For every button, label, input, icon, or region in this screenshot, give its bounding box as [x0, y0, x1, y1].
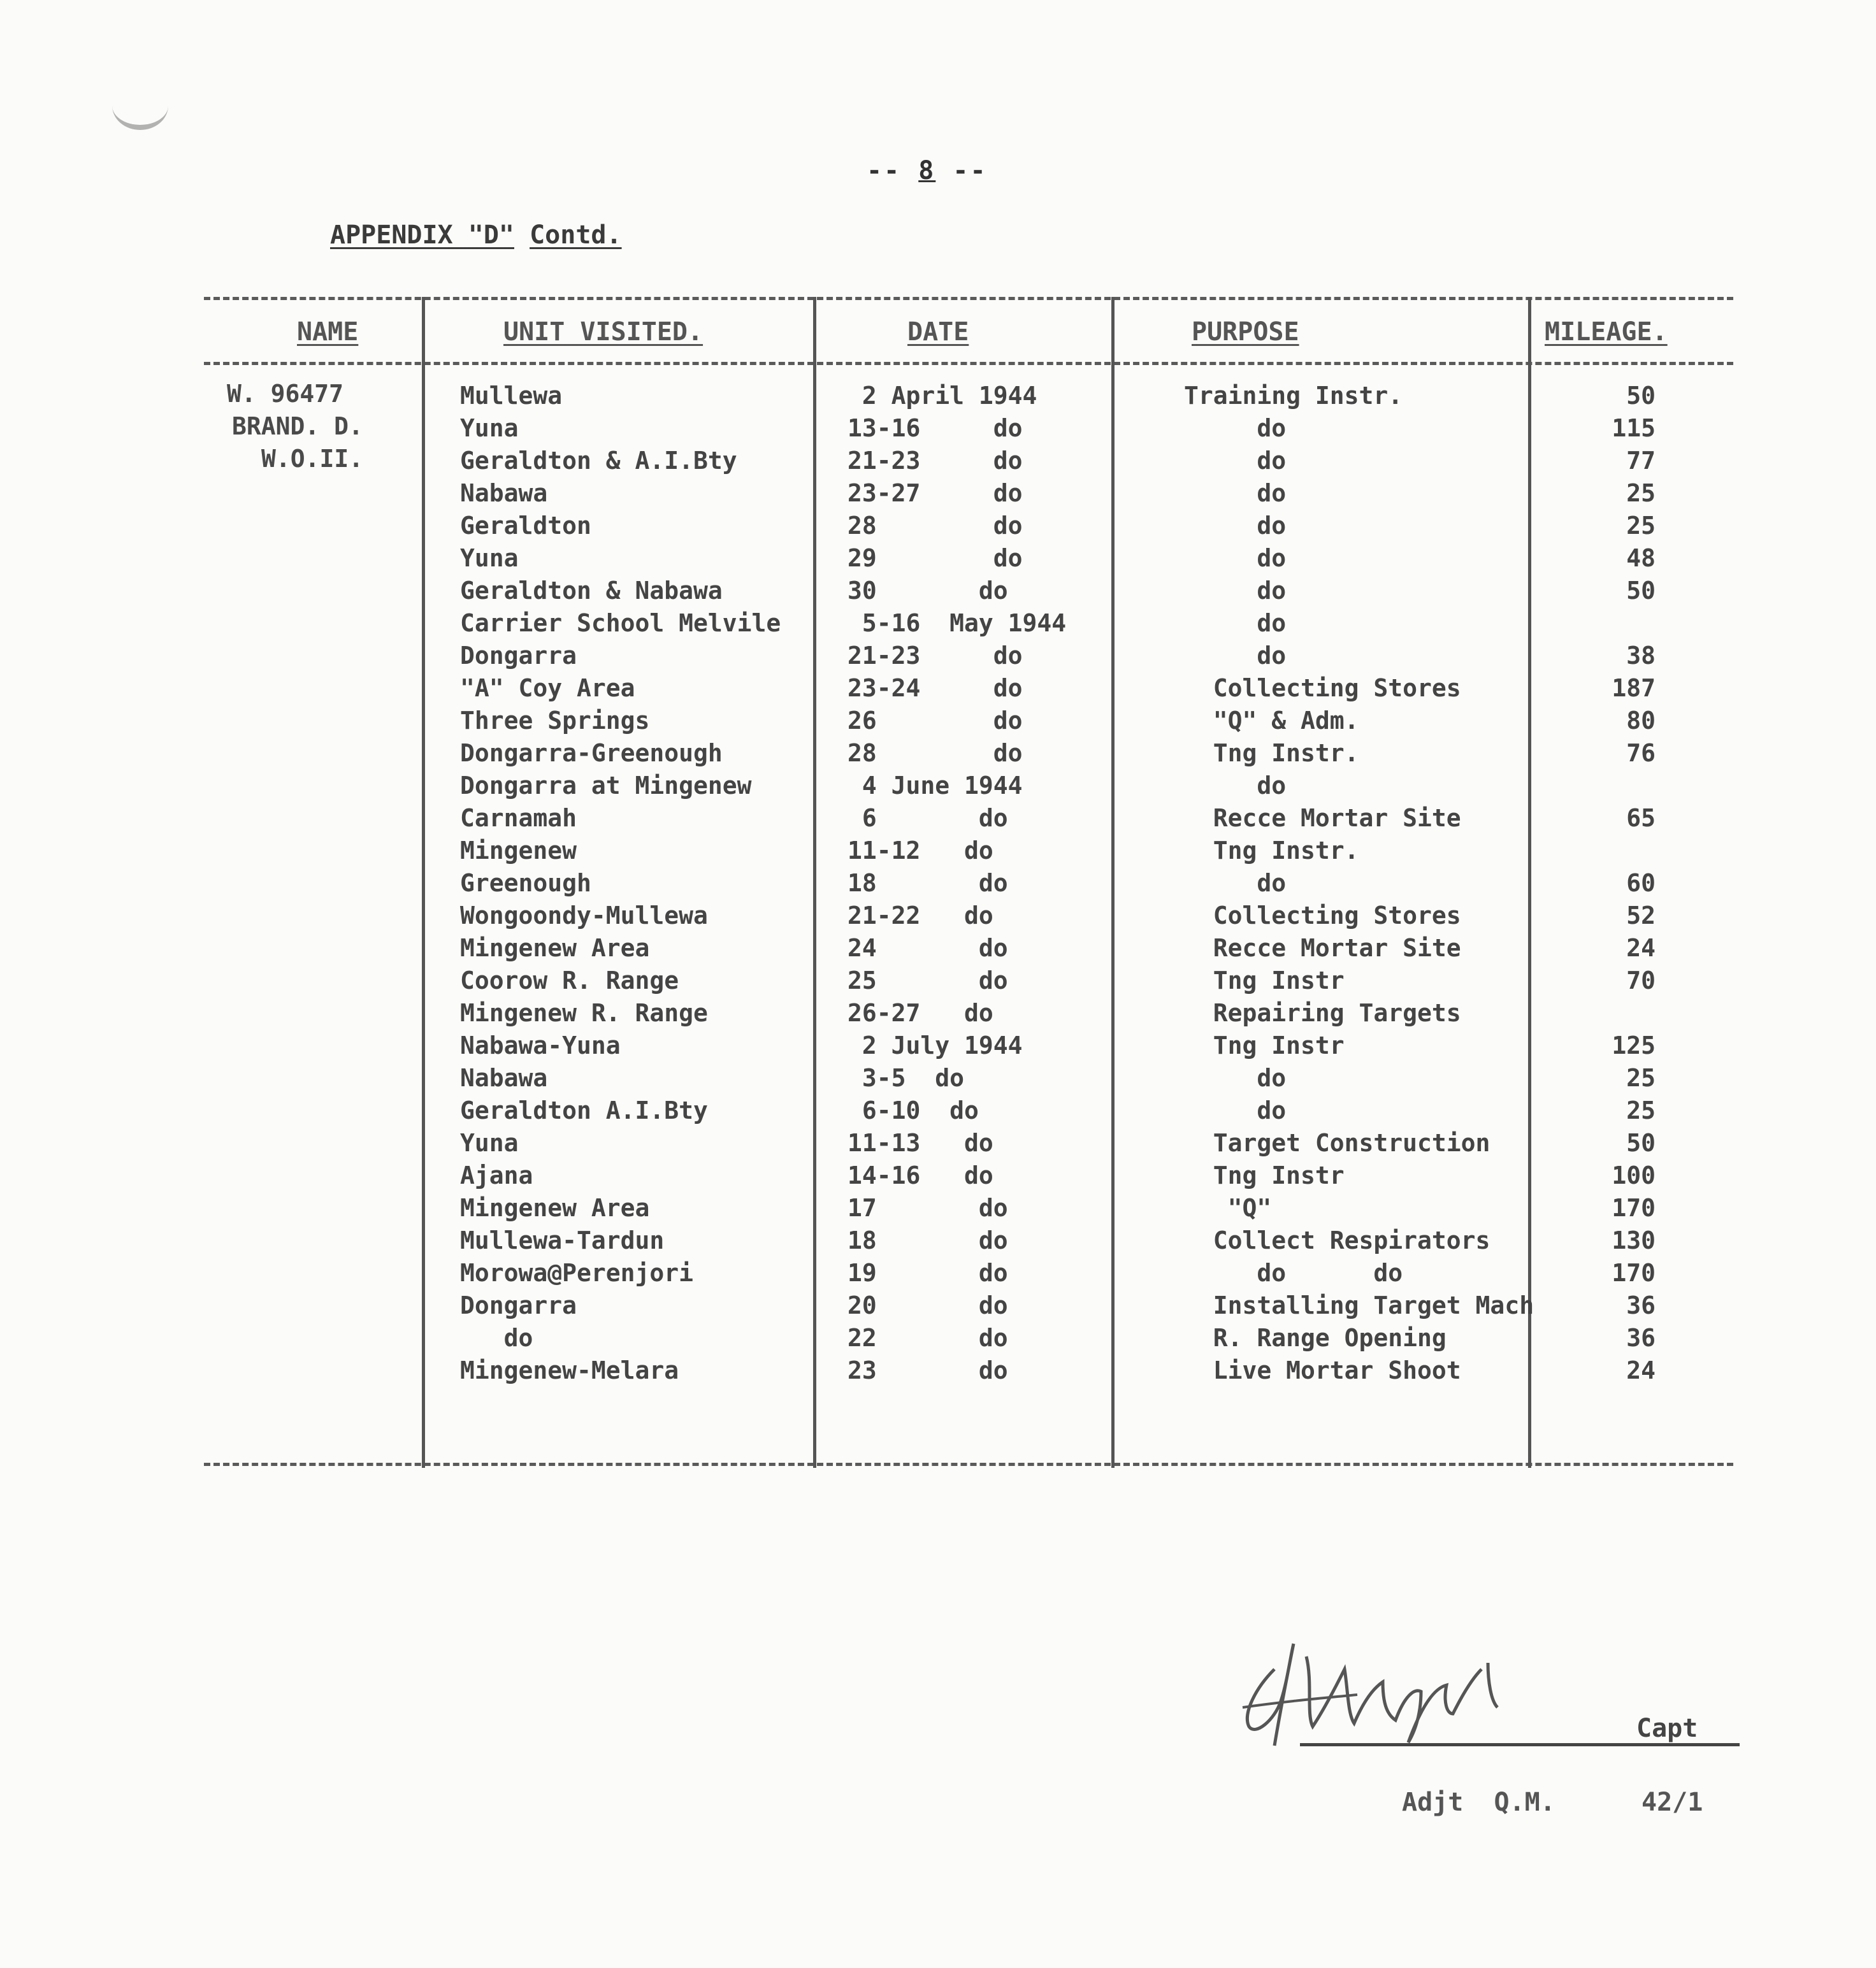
table-row — [0, 900, 1876, 932]
mileage-cell: 25 — [1626, 1096, 1656, 1124]
handwritten-signature — [1230, 1631, 1587, 1752]
table-row — [0, 737, 1876, 770]
mileage-cell: 125 — [1612, 1031, 1656, 1059]
purpose-cell: Tng Instr — [1184, 1161, 1345, 1189]
date-cell: 23 do — [848, 1356, 1008, 1384]
mileage-cell: 50 — [1626, 577, 1656, 605]
purpose-cell: do — [1184, 479, 1287, 507]
table-row — [0, 770, 1876, 802]
table-row — [0, 1257, 1876, 1289]
date-cell: 3-5 do — [848, 1064, 965, 1092]
appendix-heading — [330, 220, 622, 250]
date-cell: 18 do — [848, 869, 1008, 897]
table-row — [0, 510, 1876, 542]
table-row — [0, 1322, 1876, 1354]
date-cell: 26 do — [848, 707, 1023, 735]
unit-visited-cell: Carrier School Melvile — [460, 609, 781, 637]
mileage-cell: 48 — [1626, 544, 1656, 572]
table-top-rule — [204, 297, 1733, 300]
date-cell: 25 do — [848, 966, 1008, 995]
unit-visited-cell: Wongoondy-Mullewa — [460, 901, 708, 930]
date-cell: 6-10 do — [848, 1096, 979, 1124]
mileage-cell: 24 — [1626, 1356, 1656, 1384]
unit-visited-cell: Yuna — [460, 544, 519, 572]
table-row — [0, 1095, 1876, 1127]
date-cell: 6 do — [848, 804, 1008, 832]
date-cell: 21-23 do — [848, 642, 1023, 670]
table-row — [0, 1289, 1876, 1322]
table-row — [0, 380, 1876, 412]
date-cell: 21-23 do — [848, 447, 1023, 475]
column-header-date: DATE — [907, 317, 969, 347]
mileage-cell: 25 — [1626, 1064, 1656, 1092]
purpose-cell: Live Mortar Shoot — [1184, 1356, 1461, 1384]
date-cell: 14-16 do — [848, 1161, 993, 1189]
purpose-cell: Tng Instr. — [1184, 837, 1359, 865]
purpose-cell: do — [1184, 447, 1287, 475]
unit-visited-cell: Yuna — [460, 414, 519, 442]
unit-visited-cell: Morowa@Perenjori — [460, 1259, 694, 1287]
unit-visited-cell: Dongarra — [460, 642, 577, 670]
unit-visited-cell: Mingenew Area — [460, 1194, 650, 1222]
person-name: BRAND. D. — [232, 412, 363, 440]
purpose-cell: do — [1184, 1096, 1287, 1124]
purpose-cell: do — [1184, 642, 1287, 670]
purpose-cell: do — [1184, 1064, 1287, 1092]
appendix-contd: Contd. — [530, 220, 622, 250]
purpose-cell: R. Range Opening — [1184, 1324, 1447, 1352]
table-row — [0, 640, 1876, 672]
table-row — [0, 1127, 1876, 1160]
mileage-cell: 38 — [1626, 642, 1656, 670]
signature-reference: 42/1 — [1642, 1788, 1703, 1817]
unit-visited-cell: Coorow R. Range — [460, 966, 679, 995]
table-bottom-rule — [204, 1463, 1733, 1466]
signature-rank: Capt — [1636, 1714, 1698, 1743]
unit-visited-cell: Dongarra at Mingenew — [460, 772, 752, 800]
table-row — [0, 1160, 1876, 1192]
table-row — [0, 1225, 1876, 1257]
column-header-unit: UNIT VISITED. — [503, 317, 704, 347]
date-cell: 18 do — [848, 1226, 1008, 1254]
unit-visited-cell: Mingenew Area — [460, 934, 650, 962]
mileage-cell: 115 — [1612, 414, 1656, 442]
purpose-cell: do — [1184, 544, 1287, 572]
unit-visited-cell: Geraldton — [460, 512, 591, 540]
purpose-cell: Tng Instr — [1184, 966, 1345, 995]
date-cell: 29 do — [848, 544, 1023, 572]
signature-appointment: Adjt Q.M. — [1402, 1788, 1555, 1817]
unit-visited-cell: Geraldton & A.I.Bty — [460, 447, 737, 475]
mileage-cell: 24 — [1626, 934, 1656, 962]
mileage-cell: 70 — [1626, 966, 1656, 995]
mileage-cell: 100 — [1612, 1161, 1656, 1189]
date-cell: 23-24 do — [848, 674, 1023, 702]
mileage-cell: 77 — [1626, 447, 1656, 475]
unit-visited-cell: Nabawa — [460, 1064, 548, 1092]
column-header-purpose: PURPOSE — [1192, 317, 1299, 347]
unit-visited-cell: Mingenew — [460, 837, 577, 865]
unit-visited-cell: do — [460, 1324, 533, 1352]
date-cell: 19 do — [848, 1259, 1008, 1287]
purpose-cell: Collect Respirators — [1184, 1226, 1490, 1254]
date-cell: 22 do — [848, 1324, 1008, 1352]
unit-visited-cell: Carnamah — [460, 804, 577, 832]
unit-visited-cell: Dongarra-Greenough — [460, 739, 723, 767]
unit-visited-cell: Ajana — [460, 1161, 533, 1189]
table-row — [0, 412, 1876, 445]
table-row — [0, 705, 1876, 737]
table-row — [0, 835, 1876, 867]
date-cell: 28 do — [848, 512, 1023, 540]
unit-visited-cell: Greenough — [460, 869, 591, 897]
purpose-cell: Training Instr. — [1184, 382, 1403, 410]
date-cell: 30 do — [848, 577, 1008, 605]
page-number: -- 8 -- — [867, 156, 988, 185]
mileage-cell: 36 — [1626, 1324, 1656, 1352]
table-row — [0, 575, 1876, 607]
column-header-mileage: MILEAGE. — [1545, 317, 1668, 347]
mileage-cell: 130 — [1612, 1226, 1656, 1254]
purpose-cell: Tng Instr — [1184, 1031, 1345, 1059]
date-cell: 2 July 1944 — [848, 1031, 1023, 1059]
purpose-cell: do — [1184, 577, 1287, 605]
table-row — [0, 867, 1876, 900]
mileage-cell: 65 — [1626, 804, 1656, 832]
unit-visited-cell: Dongarra — [460, 1291, 577, 1319]
purpose-cell: Collecting Stores — [1184, 674, 1461, 702]
date-cell: 28 do — [848, 739, 1023, 767]
purpose-cell: do — [1184, 512, 1287, 540]
date-cell: 4 June 1944 — [848, 772, 1023, 800]
purpose-cell: Installing Target Mach — [1184, 1291, 1534, 1319]
mileage-cell: 187 — [1612, 674, 1656, 702]
table-header-rule — [204, 362, 1733, 365]
table-row — [0, 965, 1876, 997]
purpose-cell: do — [1184, 414, 1287, 442]
signature-line — [1300, 1743, 1740, 1746]
purpose-cell: "Q" — [1184, 1194, 1272, 1222]
mileage-cell: 50 — [1626, 1129, 1656, 1157]
unit-visited-cell: Mingenew R. Range — [460, 999, 708, 1027]
purpose-cell: do — [1184, 772, 1287, 800]
mileage-cell: 52 — [1626, 901, 1656, 930]
unit-visited-cell: Yuna — [460, 1129, 519, 1157]
table-row — [0, 1062, 1876, 1095]
date-cell: 26-27 do — [848, 999, 993, 1027]
person-number: W. 96477 — [227, 380, 344, 408]
purpose-cell: Recce Mortar Site — [1184, 934, 1461, 962]
mileage-cell: 36 — [1626, 1291, 1656, 1319]
table-row — [0, 932, 1876, 965]
mileage-cell: 170 — [1612, 1194, 1656, 1222]
purpose-cell: do do — [1184, 1259, 1403, 1287]
mileage-cell: 76 — [1626, 739, 1656, 767]
unit-visited-cell: Three Springs — [460, 707, 650, 735]
date-cell: 23-27 do — [848, 479, 1023, 507]
mileage-cell: 25 — [1626, 479, 1656, 507]
unit-visited-cell: Mullewa-Tardun — [460, 1226, 665, 1254]
table-row — [0, 542, 1876, 575]
purpose-cell: do — [1184, 609, 1287, 637]
column-header-name: NAME — [297, 317, 359, 347]
purpose-cell: Recce Mortar Site — [1184, 804, 1461, 832]
unit-visited-cell: Mullewa — [460, 382, 563, 410]
person-rank: W.O.II. — [261, 445, 364, 473]
table-row — [0, 607, 1876, 640]
unit-visited-cell: "A" Coy Area — [460, 674, 635, 702]
date-cell: 5-16 May 1944 — [848, 609, 1067, 637]
purpose-cell: Tng Instr. — [1184, 739, 1359, 767]
date-cell: 13-16 do — [848, 414, 1023, 442]
table-row — [0, 1030, 1876, 1062]
purpose-cell: Collecting Stores — [1184, 901, 1461, 930]
mileage-cell: 60 — [1626, 869, 1656, 897]
table-row — [0, 445, 1876, 477]
table-row — [0, 1354, 1876, 1387]
table-row — [0, 1192, 1876, 1225]
table-row — [0, 802, 1876, 835]
unit-visited-cell: Geraldton A.I.Bty — [460, 1096, 708, 1124]
date-cell: 24 do — [848, 934, 1008, 962]
mileage-cell: 170 — [1612, 1259, 1656, 1287]
mileage-cell: 80 — [1626, 707, 1656, 735]
punch-hole-mark — [112, 82, 168, 130]
table-row — [0, 477, 1876, 510]
date-cell: 21-22 do — [848, 901, 993, 930]
mileage-cell: 25 — [1626, 512, 1656, 540]
unit-visited-cell: Mingenew-Melara — [460, 1356, 679, 1384]
mileage-cell: 50 — [1626, 382, 1656, 410]
date-cell: 2 April 1944 — [848, 382, 1037, 410]
unit-visited-cell: Geraldton & Nabawa — [460, 577, 723, 605]
date-cell: 17 do — [848, 1194, 1008, 1222]
appendix-title: APPENDIX "D" — [330, 220, 514, 250]
unit-visited-cell: Nabawa-Yuna — [460, 1031, 621, 1059]
date-cell: 20 do — [848, 1291, 1008, 1319]
table-row — [0, 997, 1876, 1030]
date-cell: 11-13 do — [848, 1129, 993, 1157]
purpose-cell: Repairing Targets — [1184, 999, 1461, 1027]
purpose-cell: Target Construction — [1184, 1129, 1490, 1157]
purpose-cell: "Q" & Adm. — [1184, 707, 1359, 735]
unit-visited-cell: Nabawa — [460, 479, 548, 507]
page-number-value: 8 — [918, 156, 936, 185]
table-row — [0, 672, 1876, 705]
date-cell: 11-12 do — [848, 837, 993, 865]
purpose-cell: do — [1184, 869, 1287, 897]
